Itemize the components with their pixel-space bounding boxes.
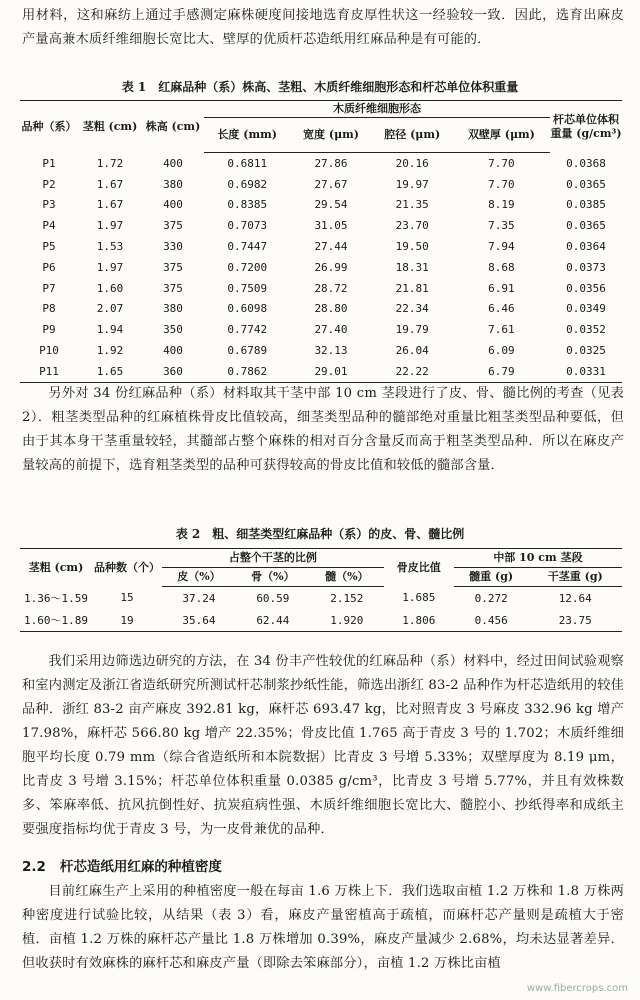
t1-cell: 0.6982: [227, 177, 268, 191]
section-number: 2.2: [22, 859, 46, 875]
t1-cell: 1.97: [96, 260, 124, 274]
t1-cell: 27.44: [314, 240, 348, 254]
t1-cell: 0.8385: [227, 198, 268, 212]
t1-cell: 0.7862: [204, 361, 290, 382]
t1-header-wall: 双壁厚 (μm): [453, 118, 550, 153]
t1-cell: 1.94: [96, 323, 124, 337]
t1-cell: 0.0368: [566, 156, 606, 170]
t1-row: [20, 257, 622, 278]
table2: [20, 548, 622, 632]
t1-cell: 0.7200: [227, 260, 268, 274]
t1-header-stem: 茎粗 (cm): [78, 101, 142, 153]
t1-cell: P4: [42, 219, 56, 233]
t1-cell: 8.68: [488, 260, 515, 274]
t1-cell: 6.91: [488, 281, 515, 295]
t1-cell: 8.19: [488, 198, 515, 212]
t1-cell: P7: [42, 281, 56, 295]
t1-row: [20, 340, 622, 361]
t2-cell: 1.60～1.89: [20, 609, 92, 632]
t1-cell: 19.97: [395, 177, 429, 191]
t1-cell: P1: [42, 156, 56, 170]
t1-cell: 7.61: [488, 323, 515, 337]
t1-cell: 0.0356: [566, 281, 606, 295]
t1-cell: 23.70: [395, 219, 429, 233]
t1-cell: 6.79: [453, 361, 550, 382]
t1-cell: 7.70: [488, 177, 515, 191]
t1-cell: 400: [163, 344, 183, 358]
t1-row: [20, 174, 622, 195]
t1-cell: P10: [39, 344, 59, 358]
t1-row: [20, 195, 622, 216]
t2-header-ratio: 骨皮比值: [384, 549, 454, 587]
t1-cell: 18.31: [395, 260, 429, 274]
t1-cell: 7.70: [488, 156, 515, 170]
section-title: 杆芯造纸用红麻的种植密度: [59, 859, 222, 875]
t1-cell: 1.97: [96, 219, 124, 233]
t1-cell: 1.92: [96, 344, 124, 358]
t1-header-width: 宽度 (μm): [290, 118, 371, 153]
t1-cell: 400: [163, 156, 183, 170]
t1-cell: 330: [163, 240, 183, 254]
t1-cell: 1.72: [96, 156, 124, 170]
t1-cell: 0.7742: [227, 323, 268, 337]
t1-cell: 7.94: [488, 240, 515, 254]
t1-cell: 1.53: [96, 240, 124, 254]
t1-cell: 360: [142, 361, 204, 382]
t1-cell: 31.05: [314, 219, 348, 233]
t1-cell: 20.16: [395, 156, 429, 170]
t1-row: [20, 361, 622, 382]
t1-body: [20, 153, 622, 383]
t2-cell: 1.920: [310, 609, 384, 632]
t1-cell: 6.09: [488, 344, 515, 358]
t1-cell: 27.67: [314, 177, 348, 191]
t1-cell: 1.60: [96, 281, 124, 295]
t1-header-weight: 杆芯单位体积重量 (g/cm³): [550, 101, 622, 153]
t1-cell: 0.0352: [566, 323, 606, 337]
t1-cell: 19.79: [395, 323, 429, 337]
t1-cell: 1.65: [78, 361, 142, 382]
t1-header-lumen: 腔径 (μm): [372, 118, 453, 153]
t1-row: [20, 153, 622, 174]
table2-caption: 表 2 粗、细茎类型红麻品种（系）的皮、骨、髓比例: [175, 527, 465, 541]
t1-cell: 0.0385: [566, 198, 606, 212]
t1-cell: 26.04: [395, 344, 429, 358]
t1-cell: 0.0331: [550, 361, 622, 382]
t2-cell: 19: [92, 609, 162, 632]
paragraph-density: 目前红麻生产上采用的种植密度一般在每亩 1.6 万株上下．我们选取亩植 1.2 万株和 1.8 万株两种密度进行试验比较，从结果（表 3）看，麻皮产量密植高于疏植，而麻杆芯产量则是疏植大于密植．亩植 1.2 万株的麻杆芯产量比 1.8 万株增加 0.39%，麻皮产量减少 2.68%，均未达显著差异．但收获时有效麻株的麻杆芯和麻皮产量（即除去笨麻部分），亩植 1.2 万株比亩植: [22, 884, 624, 971]
t1-cell: 380: [163, 302, 183, 316]
t1-cell: 0.6789: [227, 344, 268, 358]
table1: [20, 100, 622, 383]
t1-cell: 375: [163, 260, 183, 274]
t1-cell: 0.7073: [227, 219, 268, 233]
t1-cell: 32.13: [314, 344, 348, 358]
t2-cell: 37.24: [182, 591, 216, 605]
t1-cell: 0.6811: [227, 156, 268, 170]
t2-body: [20, 587, 622, 632]
paragraph-table2-intro: 另外对 34 份红麻品种（系）材料取其干茎中部 10 cm 茎段进行了皮、骨、髓比例的考查（见表 2）．粗茎类型品种的红麻植株骨皮比值较高，细茎类型品种的髓部绝对重量比粗茎类型品种要低，但由于其本身干茎重量较轻，其髓部占整个麻株的相对百分含量反而高于粗茎类型品种．所以在麻皮产量较高的前提下，选育粗茎类型的品种可获得较高的骨皮比值和较低的髓部含量．: [22, 386, 624, 473]
t1-header-morph-group: 木质纤维细胞形态: [204, 101, 550, 118]
t1-cell: 0.0325: [566, 344, 606, 358]
t1-cell: P11: [20, 361, 78, 382]
t2-header-segment-group: 中部 10 cm 茎段: [454, 549, 622, 568]
t1-cell: 6.46: [488, 302, 515, 316]
t1-cell: 1.67: [96, 198, 124, 212]
t2-header-pith: 髓（%）: [310, 568, 384, 587]
t1-header-length: 长度 (mm): [204, 118, 290, 153]
watermark: www.fibercrops.com: [526, 983, 628, 994]
t1-header-height: 株高 (cm): [142, 101, 204, 153]
t2-cell: 23.75: [529, 609, 622, 632]
t2-header-pith-weight: 髓重 (g): [454, 568, 529, 587]
t2-header-dry-weight: 干茎重 (g): [529, 568, 622, 587]
t2-header-bone: 骨（%）: [236, 568, 310, 587]
t1-cell: 28.72: [314, 281, 348, 295]
t2-header-bark: 皮（%）: [162, 568, 236, 587]
t2-cell: 1.806: [384, 609, 454, 632]
t1-cell: 29.01: [290, 361, 371, 382]
t1-row: [20, 278, 622, 299]
t1-cell: 1.67: [96, 177, 124, 191]
t1-cell: P5: [42, 240, 56, 254]
t1-cell: 375: [163, 219, 183, 233]
t1-cell: P8: [42, 302, 56, 316]
t1-cell: 0.7509: [227, 281, 268, 295]
t1-cell: 0.0364: [566, 240, 606, 254]
t1-cell: 28.80: [314, 302, 348, 316]
t2-cell: 0.272: [474, 591, 508, 605]
t1-cell: 19.50: [395, 240, 429, 254]
t1-cell: 0.0365: [566, 177, 606, 191]
t2-cell: 12.64: [558, 591, 592, 605]
t1-cell: 380: [163, 177, 183, 191]
t1-cell: 27.86: [314, 156, 348, 170]
t2-cell: 60.59: [256, 591, 290, 605]
t1-cell: 21.35: [395, 198, 429, 212]
table1-caption: 表 1 红麻品种（系）株高、茎粗、木质纤维细胞形态和杆芯单位体积重量: [121, 80, 519, 94]
t1-cell: 350: [163, 323, 183, 337]
t2-cell: 35.64: [162, 609, 236, 632]
t1-cell: 0.0349: [566, 302, 606, 316]
t1-cell: P9: [42, 323, 56, 337]
t2-cell: 0.456: [454, 609, 529, 632]
t2-cell: 1.685: [402, 591, 436, 605]
t2-row: [20, 587, 622, 610]
t1-cell: 0.7447: [227, 240, 268, 254]
t1-cell: 26.99: [314, 260, 348, 274]
t2-cell: 15: [120, 591, 134, 605]
t1-cell: 21.81: [395, 281, 429, 295]
t1-row: [20, 236, 622, 257]
t1-cell: 400: [163, 198, 183, 212]
t1-cell: 0.0373: [566, 260, 606, 274]
t1-cell: 0.0365: [566, 219, 606, 233]
t2-cell: 1.36～1.59: [24, 591, 88, 605]
t2-cell: 62.44: [236, 609, 310, 632]
t1-header-variety: 品种（系）: [20, 101, 78, 153]
t2-cell: 2.152: [330, 591, 364, 605]
t1-cell: 27.40: [314, 323, 348, 337]
paragraph-intro: 用材料，这和麻纺上通过手感测定麻株硬度间接地选育皮厚性状这一经验较一致．因此，选育出麻皮产量高兼木质纤维细胞长宽比大、壁厚的优质杆芯造纸用红麻品种是有可能的．: [22, 8, 624, 47]
t1-cell: 29.54: [314, 198, 348, 212]
t1-row: [20, 319, 622, 340]
t1-cell: P6: [42, 260, 56, 274]
section-heading: [22, 855, 222, 875]
t2-header-percent-group: 占整个干茎的比例: [162, 549, 384, 568]
t1-cell: 375: [163, 281, 183, 295]
t1-cell: 0.6098: [227, 302, 268, 316]
t1-cell: P2: [42, 177, 56, 191]
t1-row: [20, 215, 622, 236]
t1-cell: 22.22: [372, 361, 453, 382]
t2-row: [20, 609, 622, 632]
t1-cell: 7.35: [488, 219, 515, 233]
t2-header-stem: 茎粗 (cm): [20, 549, 92, 587]
t1-cell: 22.34: [395, 302, 429, 316]
t1-cell: P3: [42, 198, 56, 212]
t2-header-count: 品种数（个）: [92, 549, 162, 587]
paragraph-selection: 我们采用边筛选边研究的方法，在 34 份丰产性较优的红麻品种（系）材料中，经过田间试验观察和室内测定及浙江省造纸研究所测试杆芯制浆抄纸性能，筛选出浙红 83-2 品种作为杆芯造纸用的较佳品种．浙红 83-2 亩产麻皮 392.81 kg，麻杆芯 693.47 kg，比对照青皮 3 号麻皮 332.96 kg 增产 17.98%，麻杆芯 566.80 kg 增产 22.35%；骨皮比值 1.765 高于青皮 3 号的 1.702；木质纤维细胞平均长度 0.79 mm（综合省造纸所和本院数据）比青皮 3 号增 5.33%；双壁厚度为 8.19 μm，比青皮 3 号增 3.15%；杆芯单位体积重量 0.0385 g/cm³，比青皮 3 号增 5.77%，并且有效株数多、笨麻率低、抗风抗倒性好、抗炭疽病性强、木质纤维细胞长宽比大、髓腔小、抄纸得率和成纸主要强度指标均优于青皮 3 号，为一皮骨兼优的品种．: [22, 654, 624, 837]
t1-cell: 2.07: [96, 302, 124, 316]
t1-row: [20, 299, 622, 320]
